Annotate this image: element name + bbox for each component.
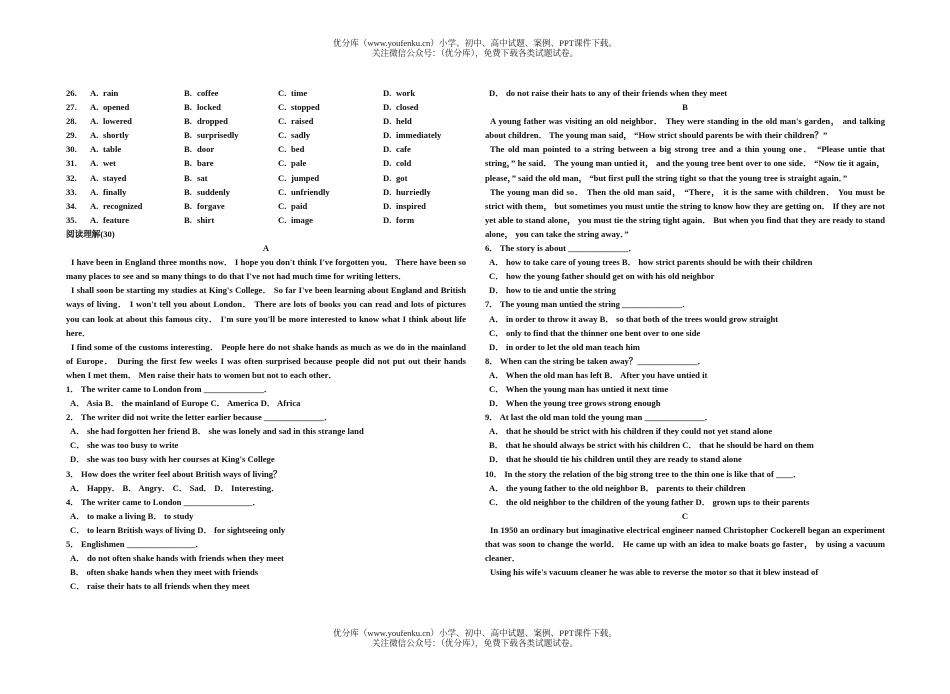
question-options: C． only to find that the thinner one bent over to one side: [489, 327, 701, 338]
vocab-letter: D.: [383, 130, 392, 141]
vocab-letter: D.: [383, 200, 392, 211]
question-options: A． she had forgotten her friend B． she was lonely and sad in this strange land: [70, 426, 364, 437]
vocab-option-c: paid: [291, 200, 308, 211]
vocab-letter: A.: [90, 144, 99, 155]
vocab-option-a: lowered: [103, 116, 132, 127]
vocab-letter: B.: [184, 186, 192, 197]
vocab-number: 26.: [66, 88, 77, 98]
vocab-option-c: bed: [291, 144, 305, 155]
vocab-option-b: door: [197, 144, 215, 155]
question-options: C． When the young man has untied it next time: [489, 383, 669, 394]
vocab-option-a: shortly: [103, 130, 129, 141]
question-stem: 5． Englishmen ________________．: [66, 539, 204, 549]
vocab-letter: C.: [278, 88, 287, 98]
vocab-table: [66, 86, 466, 227]
question-options: B． often shake hands when they meet with friends: [70, 567, 259, 578]
header-line-2: 关注微信公众号：（优分库），免费下载各类试题试卷。: [371, 48, 579, 58]
vocab-option-d: cold: [396, 158, 412, 169]
vocab-letter: C.: [278, 172, 287, 183]
vocab-number: 30.: [66, 144, 77, 155]
vocab-option-a: wet: [103, 158, 116, 169]
vocab-option-b: coffee: [197, 88, 219, 98]
vocab-letter: C.: [278, 214, 287, 225]
vocab-letter: B.: [184, 172, 192, 183]
question-stem: 9． At last the old man told the young man ______________．: [485, 412, 714, 423]
vocab-letter: D.: [383, 172, 392, 183]
question-options: C． raise their hats to all friends when they meet: [70, 581, 250, 592]
vocab-letter: A.: [90, 130, 99, 141]
vocab-option-b: bare: [197, 158, 214, 169]
passage-b-p2: The old man pointed to a string between a big strong tree and a thin young one． “Please untie that string，” he said． The young man untied it， and the young tree bent over to one side． “Now tie it again， please，” said the old man， “but first pull the string tight so that the young tree is straight again．”: [485, 144, 885, 183]
left-column: [66, 86, 466, 593]
vocab-option-d: cafe: [396, 144, 411, 155]
vocab-letter: A.: [90, 88, 99, 98]
vocab-option-b: dropped: [197, 116, 228, 127]
vocab-option-a: stayed: [103, 172, 127, 183]
vocab-letter: B.: [184, 116, 192, 127]
vocab-letter: C.: [278, 144, 287, 155]
vocab-letter: C.: [278, 200, 287, 211]
footer-line-2: 关注微信公众号：（优分库），免费下载各类试题试卷。: [371, 638, 579, 648]
vocab-row: [66, 100, 466, 114]
question-options: A． the young father to the old neighbor B． parents to their children: [489, 482, 746, 493]
question-stem: 10． In the story the relation of the big strong tree to the thin one is like that of ____．: [485, 468, 802, 479]
question-options: D． in order to let the old man teach him: [489, 341, 640, 352]
vocab-option-c: raised: [291, 116, 314, 127]
vocab-option-b: forgave: [197, 200, 225, 211]
footer-line-1: 优分库（www.youfenku.cn）小学、初中、高中试题、案例、PPT课件下载。: [333, 628, 617, 638]
passage-b-label: B: [682, 102, 688, 113]
vocab-number: 29.: [66, 130, 77, 141]
vocab-letter: B.: [184, 214, 192, 225]
right-column: [485, 86, 885, 579]
passage-a-p3: I find some of the customs interesting． People here do not shake hands as much as we do in the mainland of Europe． During the first few weeks I was often surprised because people did not put out their hands when I met them． Men raise their hats to women but not to each other．: [66, 341, 466, 380]
vocab-number: 27.: [66, 102, 77, 113]
vocab-letter: C.: [278, 102, 287, 113]
question-options: A． how to take care of young trees B． how strict parents should be with their children: [489, 257, 813, 268]
vocab-row: [66, 213, 466, 227]
vocab-number: 33.: [66, 186, 77, 197]
vocab-option-c: sadly: [291, 130, 311, 141]
vocab-option-a: finally: [103, 186, 127, 197]
question-options: D． she was too busy with her courses at King's College: [70, 454, 275, 465]
q5-option-d: D． do not raise their hats to any of their friends when they meet: [489, 88, 728, 98]
question-options: A． in order to throw it away B． so that both of the trees would grow straight: [489, 313, 779, 324]
vocab-letter: D.: [383, 88, 392, 98]
question-options: A． that he should be strict with his children if they could not yet stand alone: [489, 426, 773, 437]
question-options: C． to learn British ways of living D． for sightseeing only: [70, 524, 286, 535]
vocab-letter: A.: [90, 172, 99, 183]
vocab-option-d: held: [396, 116, 412, 127]
vocab-letter: D.: [383, 102, 392, 113]
passage-c-p1: In 1950 an ordinary but imaginative electrical engineer named Christopher Cockerell began an experiment that was soon to change the world． He came up with an idea to make boats go faster， by using a vacuum cleaner．: [485, 524, 885, 564]
vocab-option-c: stopped: [291, 102, 320, 113]
question-options: A． do not often shake hands with friends when they meet: [70, 553, 284, 564]
vocab-option-d: form: [396, 214, 415, 225]
vocab-option-d: work: [396, 88, 416, 98]
vocab-row: [66, 199, 466, 213]
vocab-option-b: surprisedly: [197, 130, 239, 141]
vocab-row: [66, 114, 466, 128]
vocab-letter: B.: [184, 144, 192, 155]
question-stem: 4． The writer came to London ________________．: [66, 496, 261, 507]
vocab-option-c: time: [291, 88, 308, 98]
vocab-row: [66, 128, 466, 142]
vocab-letter: B.: [184, 158, 192, 169]
passage-a-p1: I have been in England three months now． I hope you don't think I've forgotten you． There have been so many places to see and so many things to do that I've not had much time for writing letters．: [66, 257, 466, 282]
vocab-letter: A.: [90, 158, 99, 169]
vocab-letter: D.: [383, 144, 392, 155]
question-options: A． When the old man has left B． After you have untied it: [489, 369, 708, 380]
question-options: D． that he should tie his children until they are ready to stand alone: [489, 454, 742, 465]
passage-b-p3: The young man did so． Then the old man said， “There， it is the same with children． You must be strict with them， but sometimes you must untie the string to know how they are getting on． If they are not yet able to stand alone， you must tie the string tight again． But when you find that they are ready to stand alone， you can take the string away．”: [485, 186, 885, 239]
vocab-option-d: inspired: [396, 200, 426, 211]
vocab-option-c: unfriendly: [291, 186, 330, 197]
question-options: D． how to tie and untie the string: [489, 285, 616, 296]
passage-b-p1: A young father was visiting an old neighbor． They were standing in the old man's garden， and talking about children． The young man said， “How strict should parents be with their children？”: [485, 116, 885, 141]
vocab-letter: D.: [383, 158, 392, 169]
vocab-option-a: table: [103, 144, 122, 155]
vocab-letter: B.: [184, 200, 192, 211]
vocab-option-a: rain: [103, 88, 119, 98]
vocab-letter: C.: [278, 186, 287, 197]
questions-a: [66, 382, 466, 593]
question-options: C． she was too busy to write: [70, 440, 179, 451]
vocab-number: 28.: [66, 116, 77, 127]
vocab-row: [66, 142, 466, 156]
vocab-option-b: sat: [197, 172, 208, 183]
vocab-option-a: opened: [103, 102, 130, 113]
vocab-option-d: got: [396, 172, 408, 183]
passage-c-label: C: [681, 510, 689, 521]
question-stem: 8． When can the string be taken away？______________．: [485, 355, 707, 366]
vocab-row: [66, 171, 466, 185]
vocab-option-c: jumped: [291, 172, 320, 183]
vocab-option-d: closed: [396, 102, 419, 113]
question-options: A． to make a living B． to study: [70, 510, 194, 521]
reading-title: 阅读理解(30): [66, 228, 115, 239]
vocab-letter: C.: [278, 116, 287, 127]
vocab-option-d: hurriedly: [396, 186, 431, 197]
question-options: C． how the young father should get on with his old neighbor: [489, 271, 715, 282]
question-stem: 3． How does the writer feel about British ways of living？: [66, 468, 282, 479]
page-footer: [0, 628, 950, 648]
vocab-letter: A.: [90, 214, 99, 225]
passage-a-label: A: [262, 243, 270, 254]
vocab-number: 31.: [66, 158, 77, 169]
question-options: D． When the young tree grows strong enough: [489, 398, 661, 409]
question-stem: 2． The writer did not write the letter earlier because ______________．: [66, 412, 333, 423]
vocab-letter: A.: [90, 116, 99, 127]
vocab-number: 35.: [66, 214, 77, 225]
vocab-letter: B.: [184, 102, 192, 113]
vocab-letter: D.: [383, 214, 392, 225]
vocab-number: 32.: [66, 172, 77, 183]
vocab-option-d: immediately: [396, 130, 442, 141]
vocab-option-a: feature: [103, 214, 130, 225]
vocab-letter: D.: [383, 186, 392, 197]
vocab-option-a: recognized: [103, 200, 143, 211]
question-stem: 7． The young man untied the string ______________．: [485, 299, 691, 310]
vocab-row: [66, 156, 466, 170]
vocab-letter: A.: [90, 102, 99, 113]
question-options: A． Happy． B． Angry． C． Sad． D． Interesting．: [70, 482, 280, 493]
vocab-letter: A.: [90, 200, 99, 211]
vocab-option-b: locked: [197, 102, 221, 113]
vocab-letter: A.: [90, 186, 99, 197]
questions-b: [485, 241, 885, 509]
question-stem: 6． The story is about ______________．: [485, 243, 637, 254]
passage-a-p2: I shall soon be starting my studies at King's College． So far I've been learning about England and British ways of living． I won't tell you about London． There are lots of books you can read and lots of pictures you can look at about this famous city． I'm sure you'll be more interested to know what I think about life here．: [66, 285, 466, 338]
vocab-option-b: shirt: [197, 214, 215, 225]
question-options: A． Asia B． the mainland of Europe C． America D． Africa: [70, 398, 301, 409]
vocab-row: [66, 86, 466, 100]
vocab-letter: C.: [278, 130, 287, 141]
question-stem: 1． The writer came to London from ______________．: [66, 383, 273, 394]
passage-c-p2: Using his wife's vacuum cleaner he was able to reverse the motor so that it blew instead of: [490, 567, 819, 578]
question-options: C． the old neighbor to the children of the young father D． grown ups to their parents: [489, 496, 810, 507]
vocab-letter: B.: [184, 130, 192, 141]
vocab-option-b: suddenly: [197, 186, 230, 197]
vocab-number: 34.: [66, 200, 77, 211]
vocab-letter: D.: [383, 116, 392, 127]
vocab-letter: B.: [184, 88, 192, 98]
vocab-row: [66, 185, 466, 199]
vocab-option-c: pale: [291, 158, 307, 169]
vocab-letter: C.: [278, 158, 287, 169]
question-options: B． that he should always be strict with his children C． that he should be hard on them: [489, 440, 814, 451]
header-line-1: 优分库（www.youfenku.cn）小学、初中、高中试题、案例、PPT课件下载。: [333, 38, 617, 48]
page-header: [0, 38, 950, 58]
vocab-option-c: image: [291, 214, 313, 225]
